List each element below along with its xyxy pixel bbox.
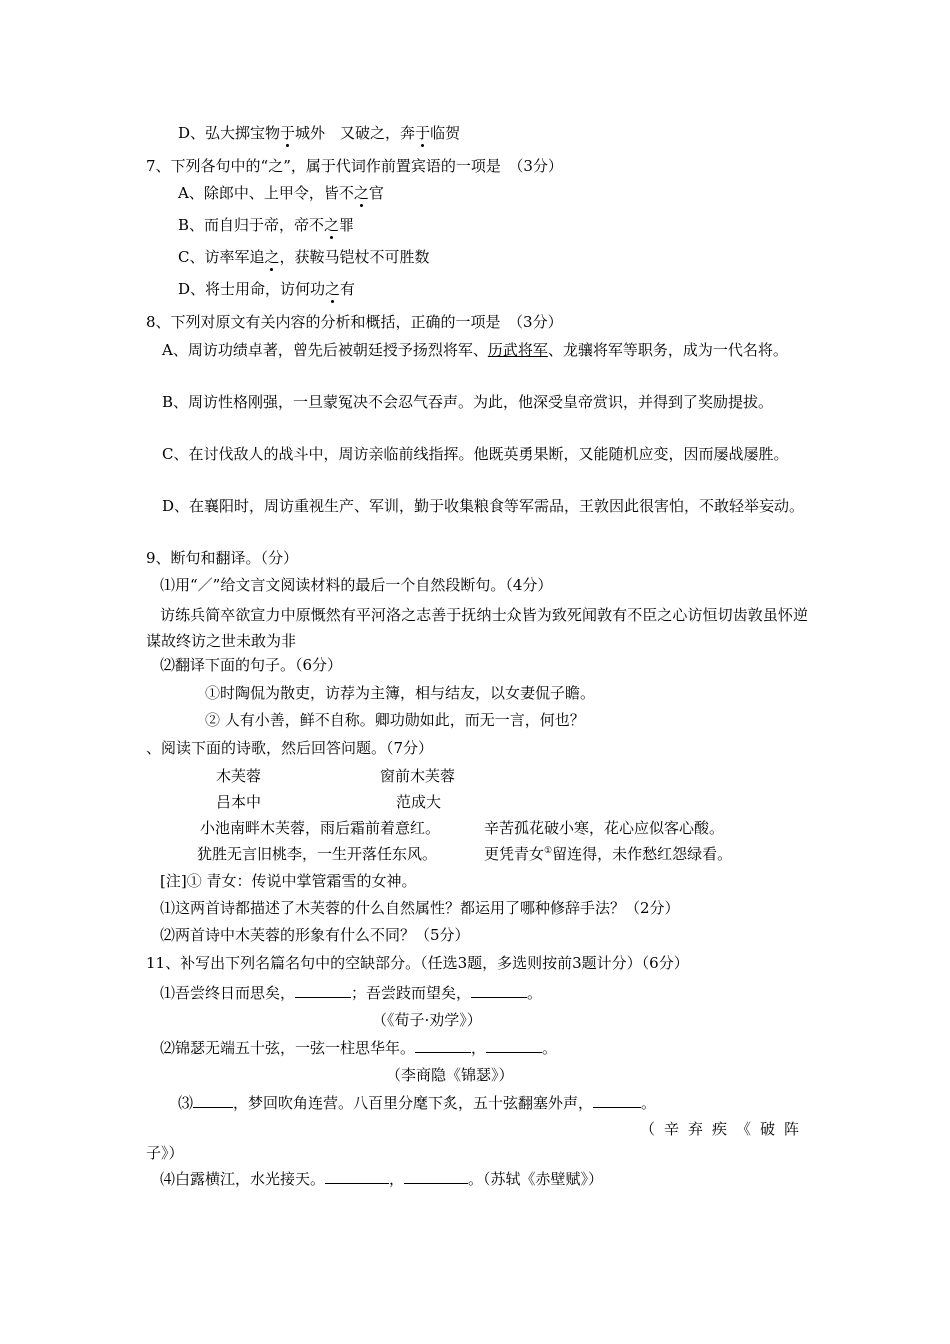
text-run: D、弘大掷宝物 <box>178 124 281 142</box>
text-run: 。 <box>527 984 543 1002</box>
emphasis-char: 于 <box>280 124 296 142</box>
text-run: ⑶ <box>178 1094 194 1112</box>
text-run: ；吾尝跂而望矣， <box>351 984 472 1002</box>
answer-blank[interactable] <box>486 1038 542 1053</box>
text-run: ⑵锦瑟无端五十弦，一弦一柱思华年。 <box>160 1039 416 1057</box>
text-run: A、除郎中、上甲令，皆不 <box>178 184 354 202</box>
text-run: ⑴吾尝终日而思矣， <box>160 984 296 1002</box>
q7-option-b <box>178 214 354 236</box>
text-run: 、龙骧将军等职务，成为一代名将。 <box>547 341 788 359</box>
q7-option-a <box>178 182 384 204</box>
q6-option-d <box>178 122 460 144</box>
q10-stem: 、阅读下面的诗歌，然后回答问题。（7分） <box>146 739 434 757</box>
poem1-author: 吕本中 <box>216 793 262 811</box>
text-run: 临贺 <box>430 124 461 142</box>
q10-part1: ⑴这两首诗都描述了木芙蓉的什么自然属性？都运用了哪种修辞手法？（2分） <box>160 899 680 917</box>
q11-source3-part2: 子》） <box>146 1144 184 1162</box>
poem1-title: 木芙蓉 <box>216 767 262 785</box>
q9-sentence-1: ①时陶侃为散吏，访荐为主簿，相与结友，以女妻侃子瞻。 <box>205 684 596 702</box>
q11-source3-part1: （辛弃疾《破阵 <box>639 1120 808 1138</box>
emphasis-char: 于 <box>415 124 431 142</box>
emphasis-char: 之 <box>324 216 340 234</box>
q9-part2: ⑵翻译下面的句子。（6分） <box>160 656 343 674</box>
poem1-line2: 犹胜无言旧桃李，一生开落任东风。 <box>197 845 438 863</box>
q7-option-d <box>178 278 355 300</box>
emphasis-char: 之 <box>264 248 280 266</box>
q9-stem: 9、断句和翻译。（分） <box>146 549 299 567</box>
q8-option-d: D、在襄阳时，周访重视生产、军训，勤于收集粮食等军需品，王敦因此很害怕，不敢轻举妄动。 <box>162 497 805 515</box>
q11-source1: （《荀子·劝学》） <box>372 1011 482 1029</box>
text-run: ，梦回吹角连营。八百里分麾下炙，五十弦翻塞外声， <box>233 1094 594 1112</box>
answer-blank[interactable] <box>593 1093 641 1108</box>
q10-part2: ⑵两首诗中木芙蓉的形象有什么不同？（5分） <box>160 926 470 944</box>
q11-item2 <box>160 1037 557 1059</box>
poem2-line2 <box>484 843 732 865</box>
text-run: ，获鞍马铠杖不可胜数 <box>279 248 430 266</box>
text-run: A、周访功绩卓著，曾先后被朝廷授予扬烈将军、 <box>162 341 488 359</box>
text-run: 有 <box>340 280 356 298</box>
text-run: 。 <box>542 1039 558 1057</box>
q7-option-c <box>178 246 430 268</box>
q8-option-c: C、在讨伐敌人的战斗中，周访亲临前线指挥。他既英勇果断，又能随机应变，因而屡战屡胜。 <box>162 445 789 463</box>
footnote-mark: ① <box>544 846 553 856</box>
q11-item4 <box>160 1168 603 1190</box>
text-run: 更凭青女 <box>484 845 545 863</box>
answer-blank[interactable] <box>471 983 527 998</box>
text-run: 留连得，未作愁红怨绿看。 <box>552 845 733 863</box>
emphasis-char: 之 <box>353 184 369 202</box>
q9-sentence-2: ② 人有小善，鲜不自称。卿功勋如此，而无一言，何也？ <box>205 711 585 729</box>
poem2-title: 窗前木芙蓉 <box>380 767 456 785</box>
answer-blank[interactable] <box>325 1169 389 1184</box>
text-run: D、将士用命，访何功 <box>178 280 326 298</box>
q11-stem: 11、补写出下列名篇名句中的空缺部分。（任选3题，多选则按前3题计分）（6分） <box>146 954 689 972</box>
q8-stem: 8、下列对原文有关内容的分析和概括，正确的一项是 （3分） <box>146 313 563 331</box>
q9-passage: 访练兵简卒欲宣力中原慨然有平河洛之志善于抚纳士众皆为致死闻敦有不臣之心访恒切齿敦虽怀逆谋故终访之世未敢为非 <box>146 606 808 650</box>
text-run: B、而自归于帝，帝不 <box>178 216 325 234</box>
text-run: 官 <box>368 184 384 202</box>
q9-part1: ⑴用“／”给文言文阅读材料的最后一个自然段断句。（4分） <box>160 576 553 594</box>
text-run: C、访率军追 <box>178 248 265 266</box>
poem1-line1: 小池南畔木芙蓉，雨后霜前着意红。 <box>200 819 441 837</box>
q11-item1 <box>160 982 542 1004</box>
poem2-line1: 辛苦孤花破小寒，花心应似客心酸。 <box>484 819 725 837</box>
q7-stem: 7、下列各句中的“之”，属于代词作前置宾语的一项是 （3分） <box>146 157 563 175</box>
text-run: 城外 又破之，奔 <box>295 124 416 142</box>
answer-blank[interactable] <box>193 1093 233 1108</box>
emphasis-char: 之 <box>325 280 341 298</box>
q11-source2: （李商隐《锦瑟》） <box>386 1066 514 1084</box>
q11-item3 <box>178 1092 656 1114</box>
poem2-author: 范成大 <box>396 793 442 811</box>
answer-blank[interactable] <box>295 983 351 998</box>
text-run: 。（苏轼《赤壁赋》） <box>468 1170 604 1188</box>
text-run: ， <box>471 1039 487 1057</box>
q8-option-b: B、周访性格刚强，一旦蒙冤决不会忍气吞声。为此，他深受皇帝赏识，并得到了奖励提拔。 <box>162 393 774 411</box>
answer-blank[interactable] <box>415 1038 471 1053</box>
text-run: 。 <box>641 1094 657 1112</box>
underlined-term: 历武将军 <box>487 341 548 359</box>
q10-note: [注]① 青女：传说中掌管霜雪的女神。 <box>160 872 417 890</box>
text-run: ⑷白露横江，水光接天。 <box>160 1170 326 1188</box>
q8-option-a <box>146 337 808 363</box>
text-run: 罪 <box>339 216 355 234</box>
answer-blank[interactable] <box>404 1169 468 1184</box>
text-run: ， <box>389 1170 405 1188</box>
